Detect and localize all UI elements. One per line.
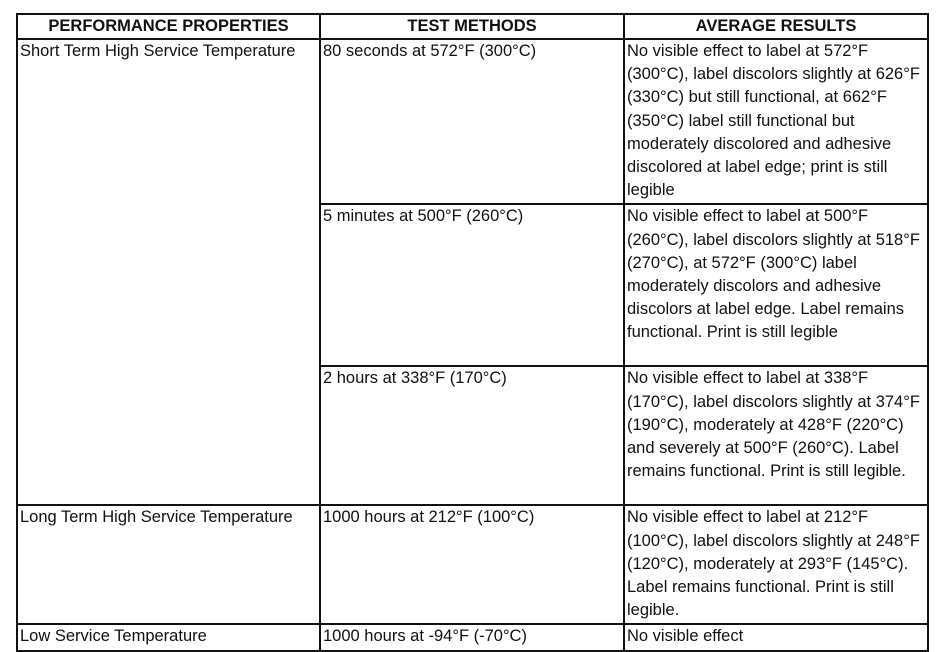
table-row <box>17 624 928 650</box>
method-cell <box>320 366 624 505</box>
result-cell <box>624 624 928 650</box>
method-cell <box>320 204 624 366</box>
header-performance-properties: PERFORMANCE PROPERTIES <box>17 14 320 39</box>
header-test-methods: TEST METHODS <box>320 14 624 39</box>
method-cell <box>320 505 624 624</box>
method-cell <box>320 39 624 204</box>
table-row <box>17 505 928 624</box>
result-text: No visible effect <box>627 627 744 646</box>
method-cell <box>320 624 624 650</box>
result-text: No visible effect to label at 338°F (170°C), label discolors slightly at 374°F (190°C), moderately at 428°F (220°C) and severely at 500°F (260°C). Label remains functional. Print is still legible. <box>627 369 920 481</box>
performance-table <box>16 13 929 652</box>
method-text: 1000 hours at 212°F (100°C) <box>323 508 535 527</box>
property-text: Short Term High Service Temperature <box>20 42 296 60</box>
property-text: Long Term High Service Temperature <box>20 508 293 527</box>
result-cell <box>624 39 928 204</box>
method-text: 5 minutes at 500°F (260°C) <box>323 207 524 226</box>
property-cell <box>17 624 320 650</box>
table-row <box>17 39 928 204</box>
result-cell <box>624 505 928 624</box>
method-text: 80 seconds at 572°F (300°C) <box>323 42 537 60</box>
result-cell <box>624 366 928 505</box>
result-text: No visible effect to label at 572°F (300°C), label discolors slightly at 626°F (330°C) but still functional, at 662°F (350°C) label still functional but moderately discolored and adhesive discolored at label edge; print is still legible <box>627 42 920 200</box>
property-cell <box>17 505 320 624</box>
header-average-results: AVERAGE RESULTS <box>624 14 928 39</box>
property-text: Low Service Temperature <box>20 627 207 646</box>
method-text: 1000 hours at -94°F (-70°C) <box>323 627 527 646</box>
result-cell <box>624 204 928 366</box>
header-row <box>17 14 928 39</box>
method-text: 2 hours at 338°F (170°C) <box>323 369 507 388</box>
result-text: No visible effect to label at 212°F (100°C), label discolors slightly at 248°F (120°C), moderately at 293°F (145°C). Label remains functional. Print is still legible. <box>627 508 920 620</box>
result-text: No visible effect to label at 500°F (260°C), label discolors slightly at 518°F (270°C), at 572°F (300°C) label moderately discolors and adhesive discolors at label edge. Label remains functional. Print is still legible <box>627 207 920 342</box>
property-cell <box>17 39 320 505</box>
